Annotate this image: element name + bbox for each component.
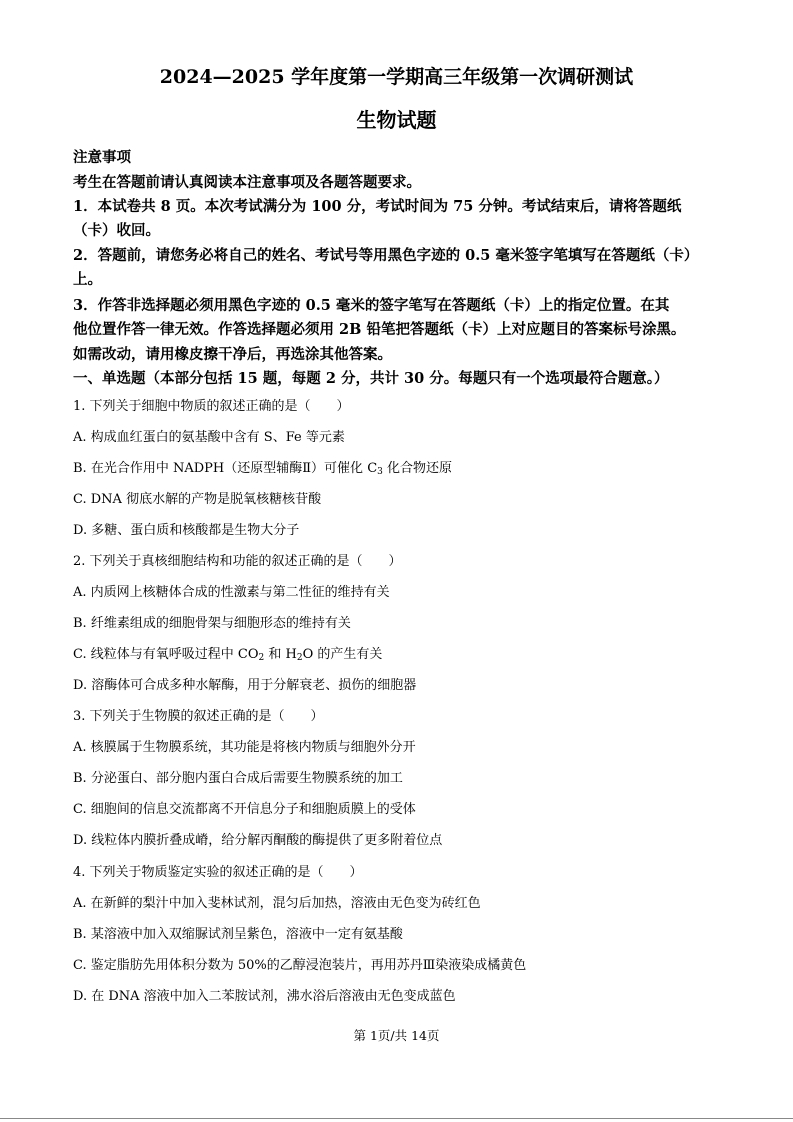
question-2-option-c [73, 647, 382, 663]
subscript: 2 [296, 653, 303, 663]
subscript: 2 [258, 653, 265, 663]
option-text: 和 H [264, 647, 297, 662]
note-3-line-1: 3．作答非选择题必须用黑色字迹的 0.5 毫米的签字笔写在答题纸（卡）上的指定位置。在其 [73, 297, 670, 314]
notes-intro: 考生在答题前请认真阅读本注意事项及各题答题要求。 [73, 174, 421, 191]
question-3-stem: 3. 下列关于生物膜的叙述正确的是（ ） [73, 709, 324, 724]
page-number: 第 1页/共 14页 [353, 1028, 440, 1043]
subscript: 3 [377, 467, 383, 477]
question-1-option-b [73, 461, 452, 477]
question-4-option-c: C. 鉴定脂肪先用体积分数为 50%的乙醇浸泡装片，再用苏丹Ⅲ染液染成橘黄色 [73, 958, 527, 973]
option-text: 化合物还原 [382, 461, 453, 476]
note-1-line-1: 1．本试卷共 8 页。本次考试满分为 100 分，考试时间为 75 分钟。考试结束后，请将答题纸 [73, 198, 682, 215]
question-3-option-d: D. 线粒体内膜折叠成嵴，给分解丙酮酸的酶提供了更多附着位点 [73, 833, 443, 848]
section-heading: 一、单选题（本部分包括 15 题，每题 2 分，共计 30 分。每题只有一个选项最符合题意。） [73, 370, 669, 387]
notes-heading: 注意事项 [73, 149, 131, 166]
question-1-option-c: C. DNA 彻底水解的产物是脱氧核糖核苷酸 [73, 492, 322, 507]
question-2-option-a: A. 内质网上核糖体合成的性激素与第二性征的维持有关 [73, 585, 390, 600]
note-2-line-2: 上。 [73, 271, 102, 288]
note-3-line-3: 如需改动，请用橡皮擦干净后，再选涂其他答案。 [73, 346, 392, 363]
question-2-option-d: D. 溶酶体可合成多种水解酶，用于分解衰老、损伤的细胞器 [73, 678, 417, 693]
exam-subtitle: 生物试题 [356, 108, 437, 132]
option-text: C. 线粒体与有氧呼吸过程中 CO [73, 647, 259, 662]
question-3-option-b: B. 分泌蛋白、部分胞内蛋白合成后需要生物膜系统的加工 [73, 771, 403, 786]
question-4-option-a: A. 在新鲜的梨汁中加入斐林试剂，混匀后加热，溶液由无色变为砖红色 [73, 896, 481, 911]
exam-title: 2024—2025 学年度第一学期高三年级第一次调研测试 [159, 66, 634, 88]
option-text: O 的产生有关 [302, 647, 383, 662]
note-1-line-2: （卡）收回。 [73, 222, 160, 239]
question-1-option-d: D. 多糖、蛋白质和核酸都是生物大分子 [73, 523, 300, 538]
question-1-stem: 1. 下列关于细胞中物质的叙述正确的是（ ） [73, 399, 350, 414]
bottom-divider [0, 1118, 793, 1119]
question-4-stem: 4. 下列关于物质鉴定实验的叙述正确的是（ ） [73, 865, 363, 880]
question-4-option-d: D. 在 DNA 溶液中加入二苯胺试剂，沸水浴后溶液由无色变成蓝色 [73, 989, 456, 1004]
question-1-option-a: A. 构成血红蛋白的氨基酸中含有 S、Fe 等元素 [73, 430, 345, 445]
question-3-option-a: A. 核膜属于生物膜系统，其功能是将核内物质与细胞外分开 [73, 740, 416, 755]
question-2-stem: 2. 下列关于真核细胞结构和功能的叙述正确的是（ ） [73, 554, 402, 569]
question-3-option-c: C. 细胞间的信息交流都离不开信息分子和细胞质膜上的受体 [73, 802, 416, 817]
note-2-line-1: 2．答题前，请您务必将自己的姓名、考试号等用黑色字迹的 0.5 毫米签字笔填写在答题纸（卡） [73, 247, 699, 264]
note-3-line-2: 他位置作答一律无效。作答选择题必须用 2B 铅笔把答题纸（卡）上对应题目的答案标号涂黑。 [73, 321, 686, 338]
question-4-option-b: B. 某溶液中加入双缩脲试剂呈紫色，溶液中一定有氨基酸 [73, 927, 403, 942]
question-2-option-b: B. 纤维素组成的细胞骨架与细胞形态的维持有关 [73, 616, 351, 631]
option-text: B. 在光合作用中 NADPH（还原型辅酶Ⅱ）可催化 C [73, 461, 378, 476]
